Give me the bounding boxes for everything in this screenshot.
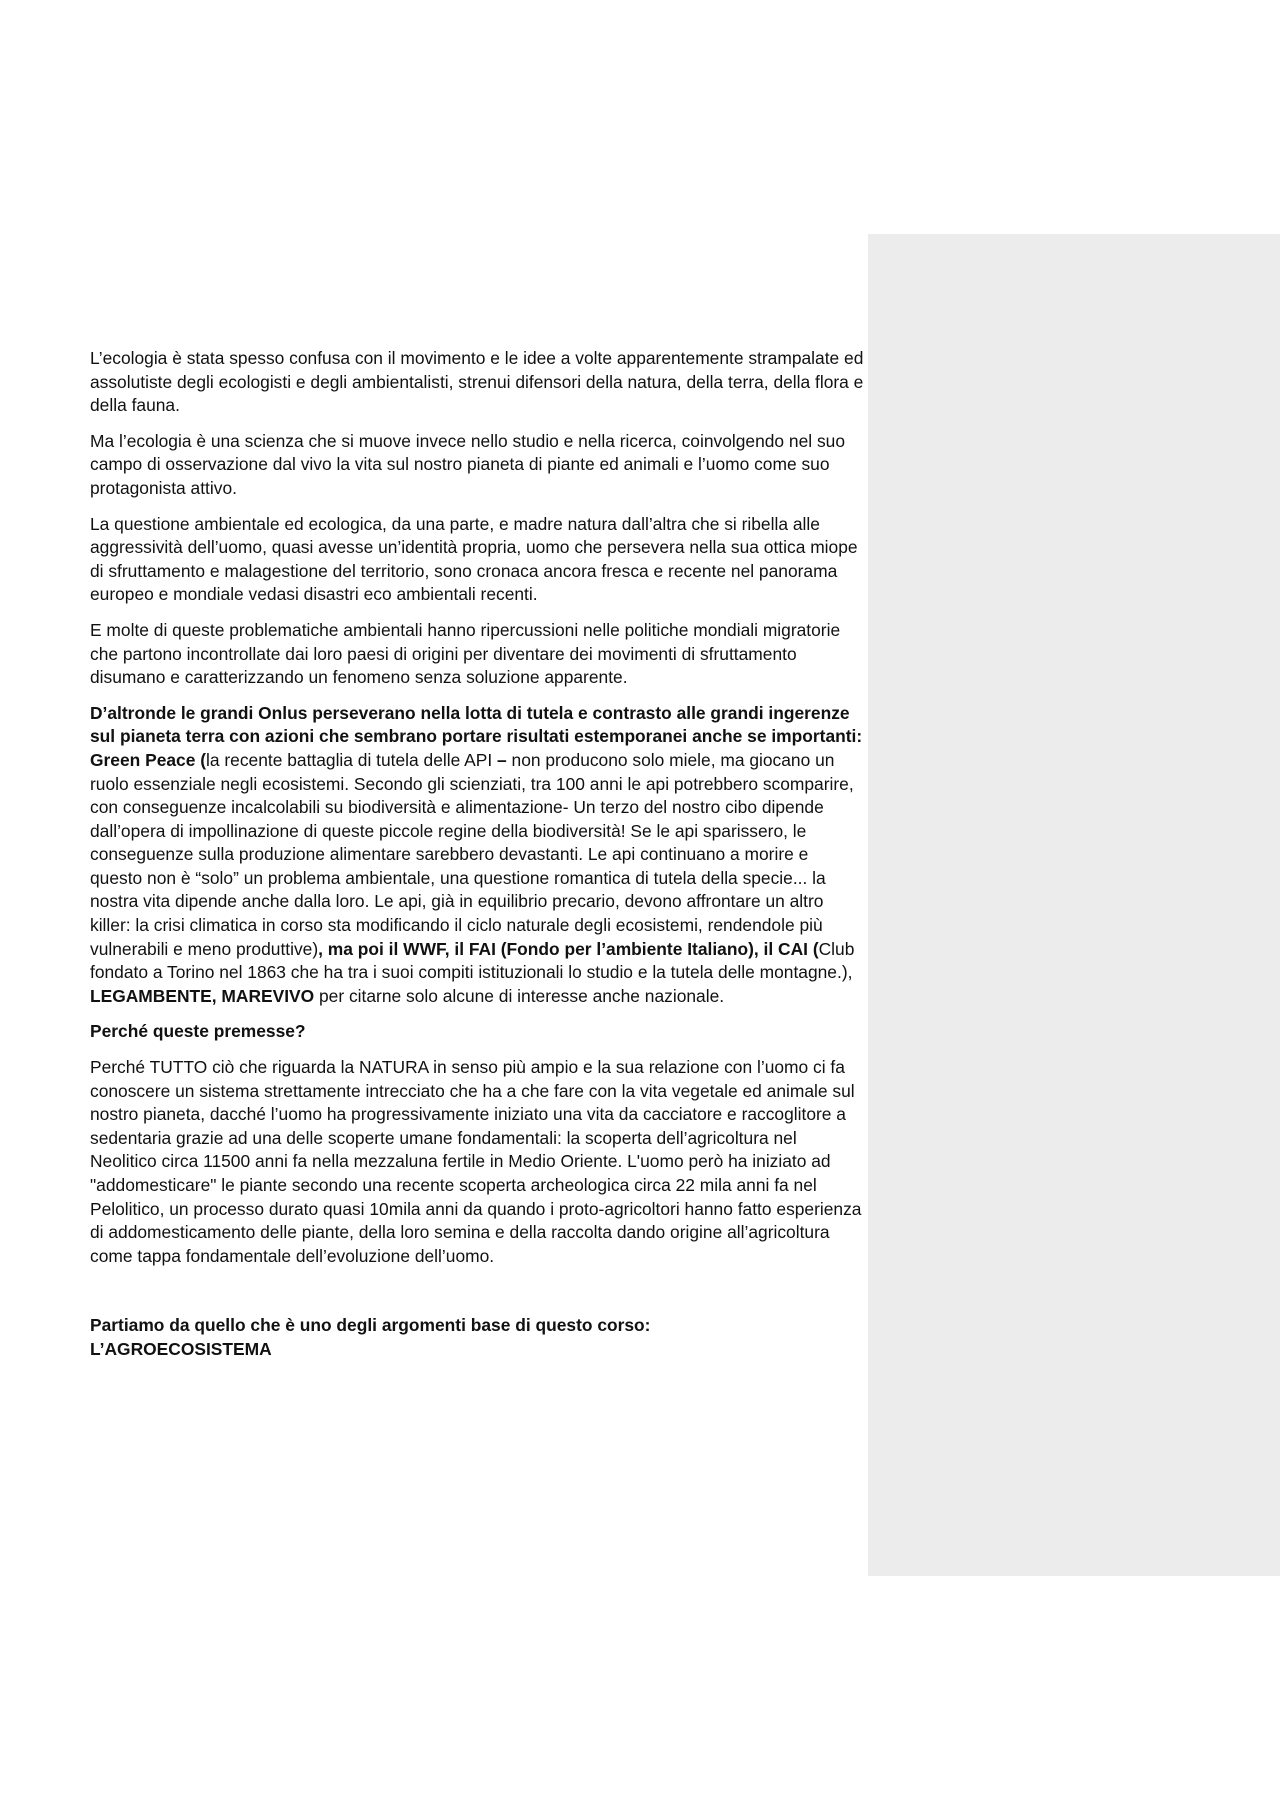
text-segment: E molte di queste problematiche ambientali hanno ripercussioni nelle politiche mondiali migratorie che partono incontrollate dai loro paesi di origini per diventare dei movimenti di sfruttamento disumano e caratterizzando un fenomeno senza soluzione apparente. xyxy=(90,619,841,688)
comment-pane xyxy=(868,234,1280,1576)
paragraph-list xyxy=(90,347,865,1268)
text-segment: Perché TUTTO ciò che riguarda la NATURA in senso più ampio e la sua relazione con l’uomo ci fa conoscere un sistema strettamente intrecciato che ha a che fare con la vita vegetale ed animale sul nostro pianeta, dacché l’uomo ha progressivamente iniziato una vita da cacciatore e raccoglitore a sedentaria grazie ad una delle scoperte umane fondamentali: la scoperta dell’agricoltura nel Neolitico circa 11500 anni fa nella mezzaluna fertile in Medio Oriente. L'uomo però ha iniziato ad "addomesticare" le piante secondo una recente scoperta archeologica circa 22 mila anni fa nel Pelolitico, un processo durato quasi 10mila anni da quando i proto-agricoltori hanno fatto esperienza di addomesticamento delle piante, della loro semina e della raccolta dando origine all’agricoltura come tappa fondamentale dell’evoluzione dell’uomo. xyxy=(90,1057,862,1266)
text-segment: Perché queste premesse? xyxy=(90,1021,306,1042)
text-segment: La questione ambientale ed ecologica, da una parte, e madre natura dall’altra che si ribella alle aggressività dell’uomo, quasi avesse un’identità propria, uomo che persevera nella sua ottica miope di sfruttamento e malagestione del territorio, sono cronaca ancora fresca e recente nel panorama europeo e mondiale vedasi disastri eco ambientali recenti. xyxy=(90,513,858,605)
closing-heading xyxy=(90,1314,865,1361)
text-segment: , ma poi il WWF, il FAI (Fondo per l’ambiente Italiano), il CAI ( xyxy=(318,938,819,959)
text-segment: L’ecologia è stata spesso confusa con il movimento e le idee a volte apparentemente strampalate ed assolutiste degli ecologisti e degli ambientalisti, strenui difensori della natura, della terra, della flora e della fauna. xyxy=(90,348,864,416)
text-segment: la recente battaglia di tutela delle API xyxy=(206,749,498,770)
closing-line-2-text: L’AGROECOSISTEMA xyxy=(90,1338,272,1359)
closing-line-1-text: Partiamo da quello che è uno degli argomenti base di questo corso: xyxy=(90,1315,651,1336)
paragraph-p1 xyxy=(90,347,865,418)
text-segment: Ma l’ecologia è una scienza che si muove invece nello studio e nella ricerca, coinvolgendo nel suo campo di osservazione dal vivo la vita sul nostro pianeta di piante ed animali e l’uomo come suo protagonista attivo. xyxy=(90,430,846,498)
text-segment: D’altronde le grandi Onlus perseverano nella lotta di tutela e contrasto alle grandi ingerenze sul pianeta terra con azioni che sembrano portare risultati estemporanei anche se importanti: Green Peace ( xyxy=(90,702,863,770)
text-segment: – xyxy=(497,749,507,770)
paragraph-p2 xyxy=(90,430,865,501)
text-segment: LEGAMBENTE, MAREVIVO xyxy=(90,985,315,1006)
closing-line-2 xyxy=(90,1338,865,1362)
text-segment: Club fondato a Torino nel 1863 che ha tra i suoi compiti istituzionali lo studio e la tutela delle montagne.), xyxy=(90,938,855,983)
paragraph-p7 xyxy=(90,1056,865,1268)
paragraph-p6 xyxy=(90,1020,865,1044)
text-segment: non producono solo miele, ma giocano un ruolo essenziale negli ecosistemi. Secondo gli scienziati, tra 100 anni le api potrebbero scomparire, con conseguenze incalcolabili su biodiversità e alimentazione- Un terzo del nostro cibo dipende dall’opera di impollinazione di queste piccole regine della biodiversità! Se le api sparissero, le conseguenze sulla produzione alimentare sarebbero devastanti. Le api continuano a morire e questo non è “solo” un problema ambientale, una questione romantica di tutela della specie... la nostra vita dipende anche dalla loro. Le api, già in equilibrio precario, devono affrontare un altro killer: la crisi climatica in corso sta modificando il ciclo naturale degli ecosistemi, rendendole più vulnerabili e meno produttive) xyxy=(90,749,854,959)
closing-line-1 xyxy=(90,1314,865,1338)
document-body xyxy=(90,347,865,1362)
text-segment: per citarne solo alcune di interesse anche nazionale. xyxy=(314,985,725,1006)
spacer xyxy=(90,1280,865,1314)
paragraph-p3 xyxy=(90,513,865,607)
paragraph-p5 xyxy=(90,702,865,1009)
paragraph-p4 xyxy=(90,619,865,690)
